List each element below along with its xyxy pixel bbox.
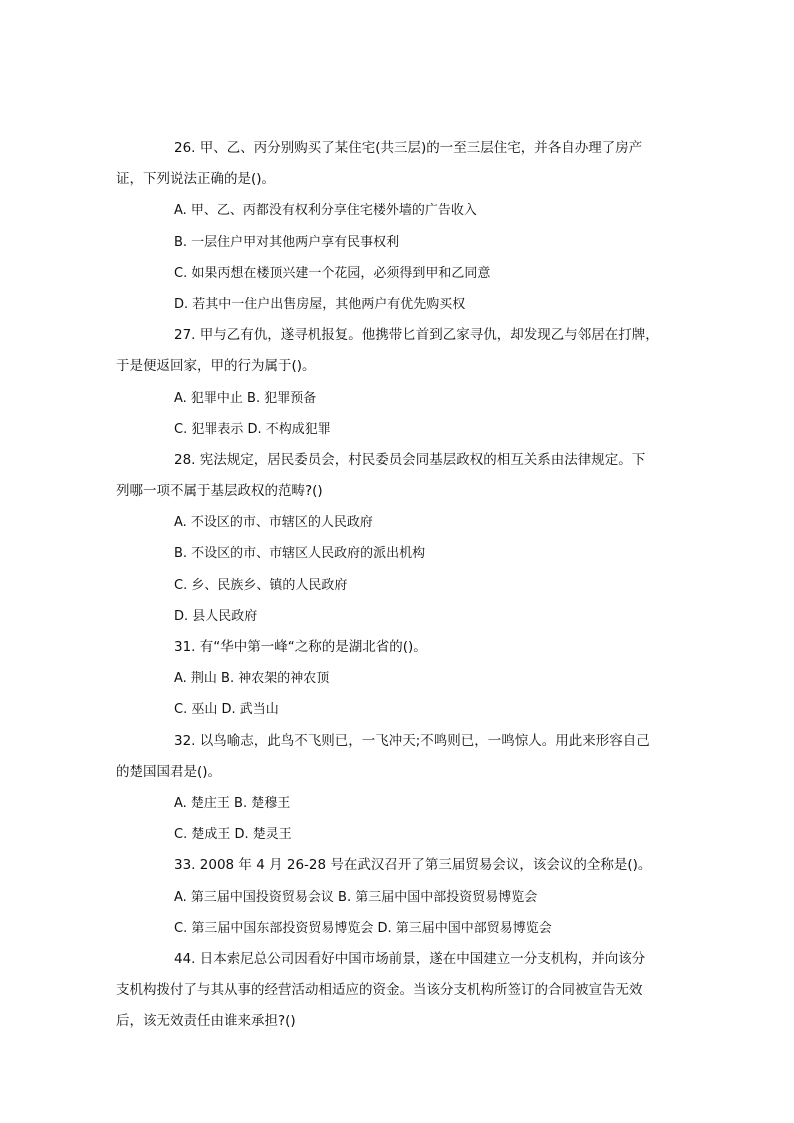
question-stem-28-cont: 列哪一项不属于基层政权的范畴?() xyxy=(116,483,323,500)
option-26-b: B. 一层住户甲对其他两户享有民事权利 xyxy=(174,234,400,250)
question-stem-26: 26. 甲、乙、丙分别购买了某住宅(共三层)的一至三层住宅，并各自办理了房产 xyxy=(174,140,643,156)
option-26-d: D. 若其中一住户出售房屋，其他两户有优先购买权 xyxy=(174,296,466,312)
question-stem-44: 44. 日本索尼总公司因看好中国市场前景，遂在中国建立一分支机构，并向该分 xyxy=(174,950,646,967)
question-stem-44-cont-1: 支机构拨付了与其从事的经营活动相适应的资金。当该分支机构所签订的合同被宣告无效 xyxy=(116,982,643,999)
option-32-ab: A. 楚庄王 B. 楚穆王 xyxy=(174,795,291,811)
option-26-c: C. 如果丙想在楼顶兴建一个花园，必须得到甲和乙同意 xyxy=(174,265,491,281)
option-28-c: C. 乡、民族乡、镇的人民政府 xyxy=(174,577,348,593)
option-27-ab: A. 犯罪中止 B. 犯罪预备 xyxy=(174,390,317,406)
option-33-ab: A. 第三届中国投资贸易会议 B. 第三届中国中部投资贸易博览会 xyxy=(174,889,538,905)
option-32-cd: C. 楚成王 D. 楚灵王 xyxy=(174,827,292,843)
question-stem-44-cont-2: 后，该无效责任由谁来承担?() xyxy=(116,1013,296,1030)
option-28-d: D. 县人民政府 xyxy=(174,608,258,624)
document-body xyxy=(116,133,678,1037)
option-33-cd: C. 第三届中国东部投资贸易博览会 D. 第三届中国中部贸易博览会 xyxy=(174,920,552,936)
option-31-cd: C. 巫山 D. 武当山 xyxy=(174,702,279,718)
option-28-b: B. 不设区的市、市辖区人民政府的派出机构 xyxy=(174,546,426,562)
option-31-ab: A. 荆山 B. 神农架的神农顶 xyxy=(174,671,330,687)
question-stem-33: 33. 2008 年 4 月 26-28 号在武汉召开了第三届贸易会议，该会议的全称是()。 xyxy=(174,857,652,874)
question-stem-28: 28. 宪法规定，居民委员会，村民委员会同基层政权的相互关系由法律规定。下 xyxy=(174,451,646,468)
option-28-a: A. 不设区的市、市辖区的人民政府 xyxy=(174,515,373,531)
question-stem-27: 27. 甲与乙有仇，遂寻机报复。他携带匕首到乙家寻仇，却发现乙与邻居在打牌， xyxy=(174,327,659,344)
option-27-cd: C. 犯罪表示 D. 不构成犯罪 xyxy=(174,421,331,437)
option-26-a: A. 甲、乙、丙都没有权利分享住宅楼外墙的广告收入 xyxy=(174,203,477,219)
question-stem-32: 32. 以鸟喻志，此鸟不飞则已，一飞冲天;不鸣则已，一鸣惊人。用此来形容自己 xyxy=(174,732,650,749)
question-stem-32-cont: 的楚国国君是()。 xyxy=(116,763,222,780)
question-stem-27-cont: 于是便返回家，甲的行为属于()。 xyxy=(116,358,316,375)
question-stem-26-cont: 证，下列说法正确的是()。 xyxy=(116,171,276,188)
question-stem-31: 31. 有“华中第一峰“之称的是湖北省的()。 xyxy=(174,639,427,655)
